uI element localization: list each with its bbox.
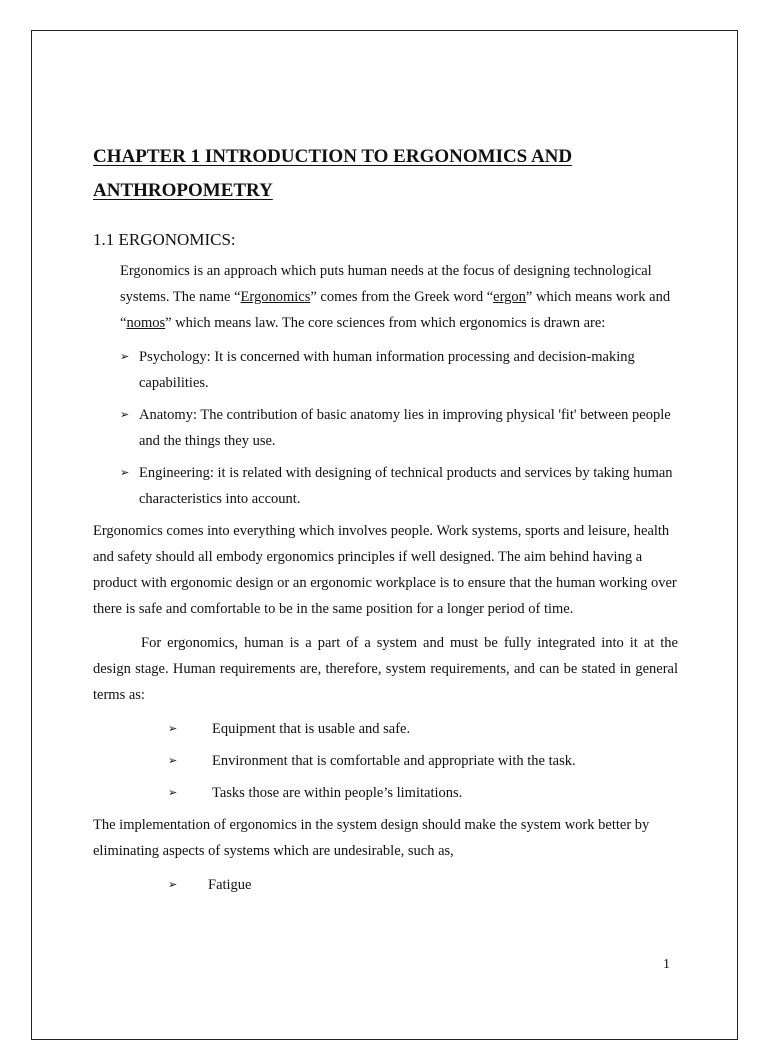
chapter-title-line2: ANTHROPOMETRY (93, 180, 273, 201)
list-item-text: Anatomy: The contribution of basic anatomy lies in improving physical 'fit' between people and the things they use. (139, 407, 671, 449)
intro-paragraph (93, 258, 678, 336)
sciences-list (93, 344, 678, 512)
paragraph-implementation: The implementation of ergonomics in the system design should make the system work better by eliminating aspects of systems which are undesirable, such as, (93, 817, 650, 859)
arrow-bullet-icon: ➢ (120, 466, 130, 479)
list-item (120, 402, 678, 454)
intro-text-4: ” which means law. The core sciences from which ergonomics is drawn are: (165, 315, 606, 331)
list-item (120, 460, 678, 512)
list-item (120, 344, 678, 396)
term-ergonomics: Ergonomics (240, 289, 311, 305)
arrow-bullet-icon: ➢ (120, 350, 130, 363)
term-nomos: nomos (126, 315, 166, 331)
list-item-text: Environment that is comfortable and appropriate with the task. (212, 753, 576, 769)
requirements-list (93, 716, 678, 806)
list-item-text: Engineering: it is related with designing of technical products and services by taking human characteristics into account. (139, 465, 673, 507)
arrow-bullet-icon: ➢ (168, 786, 178, 799)
arrow-bullet-icon: ➢ (120, 408, 130, 421)
arrow-bullet-icon: ➢ (168, 722, 178, 735)
list-item (93, 716, 678, 742)
list-item-text: Fatigue (208, 877, 252, 893)
document-body (93, 140, 678, 898)
paragraph-everything: Ergonomics comes into everything which involves people. Work systems, sports and leisure, health and safety should all embody ergonomics principles if well designed. The aim behind having a product with ergonomic design or an ergonomic workplace is to ensure that the human working over there is safe and comfortable to be in the same position for a longer period of time. (93, 523, 677, 617)
list-item (93, 780, 678, 806)
chapter-title-line1: CHAPTER 1 INTRODUCTION TO ERGONOMICS AND (93, 146, 573, 167)
intro-text-2: ” comes from the Greek word “ (310, 289, 494, 305)
list-item-text: Tasks those are within people’s limitations. (212, 785, 463, 801)
term-ergon: ergon (493, 289, 526, 305)
list-item-text: Psychology: It is concerned with human information processing and decision-making capabilities. (139, 349, 635, 391)
arrow-bullet-icon: ➢ (168, 878, 178, 891)
intro-text-1: Ergonomics is an approach which puts human needs at the focus of designing technological systems. The name “ (120, 263, 652, 305)
paragraph-system: For ergonomics, human is a part of a system and must be fully integrated into it at the design stage. Human requirements are, therefore, system requirements, and can be stated in general terms as: (93, 635, 678, 703)
page-number: 1 (663, 957, 670, 972)
list-item-text: Equipment that is usable and safe. (212, 721, 411, 737)
arrow-bullet-icon: ➢ (168, 754, 178, 767)
section-heading: 1.1 ERGONOMICS: (93, 230, 236, 249)
undesirable-list (93, 872, 678, 898)
list-item (93, 748, 678, 774)
list-item (93, 872, 678, 898)
chapter-title (93, 140, 678, 208)
intro-text-3: ” which means work and “ (120, 289, 671, 331)
